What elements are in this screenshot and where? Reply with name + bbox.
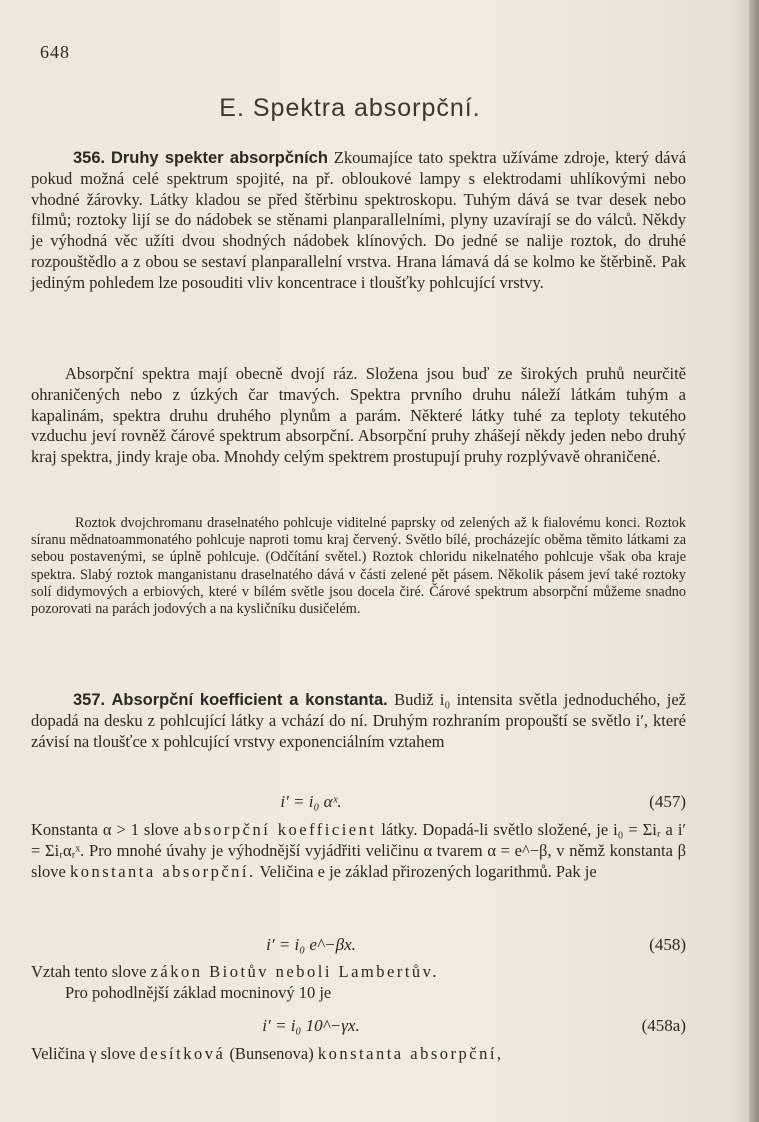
equation-expression: i′ = i₀ 10^−γx.	[262, 1016, 360, 1035]
equation-number: (457)	[649, 792, 686, 811]
equation-number: (458)	[649, 935, 686, 954]
spaced-term: absorpční koefficient	[183, 820, 377, 839]
paragraph-examples-small	[31, 515, 686, 618]
run-in-title: Druhy spekter absorpčních	[110, 149, 328, 167]
paragraph-text: Budiž i₀ intensita světla jednoduchého, jež dopadá na desku z pohlcující látky a vchází do ní. Druhým rozhraním propouští se světlo i′, které závisí na tloušťce x pohlcující vrstvy exponenciálním vztahem	[31, 690, 687, 751]
spaced-term: desítková	[139, 1044, 226, 1063]
paragraph-number: 356.	[73, 149, 106, 167]
text-run: Veličina e je základ přirozených logarithmů. Pak je	[259, 861, 597, 881]
paragraph-spectra-types	[31, 364, 686, 468]
paragraph-decimal-constant	[31, 1044, 686, 1065]
page-number: 648	[40, 42, 70, 62]
paragraph-text: Absorpční spektra mají obecně dvojí ráz. Složena jsou buď ze širokých pruhů neurčitě ohraničených nebo z úzkých čar tmavých. Spektra prvního druhu náleží látkám tuhým a kapalinám, spektra druhu druhého plynům a parám. Některé látky tuhé za teploty tekutého vzduchu jeví rovněž čárové spektrum absorpční. Absorpční pruhy zhášejí někdy jeden nebo druhý kraj spektra, jindy kraje oba. Mnohdy celým spektrem prostupují pruhy rozplývavě ohraničené.	[31, 364, 686, 467]
text-run: Veličina γ slove	[31, 1044, 136, 1063]
text-run: Konstanta α > 1 slove	[31, 820, 179, 839]
text-run: Vztah tento slove	[31, 962, 147, 981]
equation-expression: i′ = i₀ e^−βx.	[266, 935, 356, 954]
paragraph-absorption-constant	[31, 820, 686, 882]
run-in-title: Absorpční koefficient a konstanta.	[111, 691, 388, 709]
equation-457	[31, 792, 686, 818]
page-edge-shadow	[749, 0, 759, 1122]
spaced-term: konstanta absorpční,	[317, 1044, 504, 1063]
equation-expression: i′ = i₀ αˣ.	[280, 792, 342, 811]
paragraph-number: 357.	[73, 691, 106, 709]
equation-458	[31, 935, 686, 961]
paragraph-lambert-law	[31, 962, 686, 1004]
paragraph-357	[31, 690, 686, 752]
spaced-term: zákon Biotův neboli Lambertův.	[150, 962, 439, 981]
text-run: (Bunsenova)	[229, 1044, 314, 1063]
equation-458a	[31, 1016, 686, 1042]
spaced-term: konstanta absorpční.	[69, 861, 256, 881]
paragraph-text: Zkoumajíce tato spektra užíváme zdroje, který dává pokud možná celé spektrum spojité, na př. obloukové lampy s elektrodami uhlíkovými nebo vhodné žárovky. Látky kladou se před štěrbinu spektroskopu. Tuhým dává se tvar desek nebo filmů; roztoky lijí se do nádobek se stěnami planparallelními, plyny uzavírají se do válců. Někdy je výhodná věc užíti dvou shodných nádobek klínových. Do jedné se nalije roztok, do druhé rozpouštědlo a z obou se sestaví planparallelní vrstva. Hrana lámavá dá se kolmo ke štěrbině. Pak jediným pohledem lze posouditi vliv koncentrace i tloušťky pohlcující vrstvy.	[31, 148, 687, 292]
text-run: Pro pohodlnější základ mocninový 10 je	[65, 982, 332, 1002]
equation-number: (458a)	[641, 1016, 686, 1035]
section-heading: E. Spektra absorpční.	[219, 94, 481, 122]
paragraph-356	[31, 148, 686, 294]
text-run: látky. Dopadá-li světlo složené, je i₀ = Σiᵣ a i′ = Σiᵣαᵣˣ. Pro mnohé úvahy je výhodnější vyjádřiti veličinu α tvarem α = e^−β, v němž konstanta β slove	[31, 820, 687, 881]
paragraph-text: Roztok dvojchromanu draselnatého pohlcuje viditelné paprsky od zelených až k fialovému konci. Roztok síranu mědnatoammonatého pohlcuje naproti tomu kraj červený. Světlo bílé, procházejíc oběma těmito látkami za sebou postavenými, se úplně pohlcuje. (Odčítání světel.) Roztok chloridu nikelnatého pohlcuje však oba kraje spektra. Slabý roztok manganistanu draselnatého dává v části zelené pět pásem. Několik pásem jeví také roztoky solí didymových a erbiových, které v bílém světle jsou docela čiré. Čárové spektrum absorpční můžeme snadno pozorovati na parách jodových a na kysličníku dusičelém.	[31, 515, 686, 618]
